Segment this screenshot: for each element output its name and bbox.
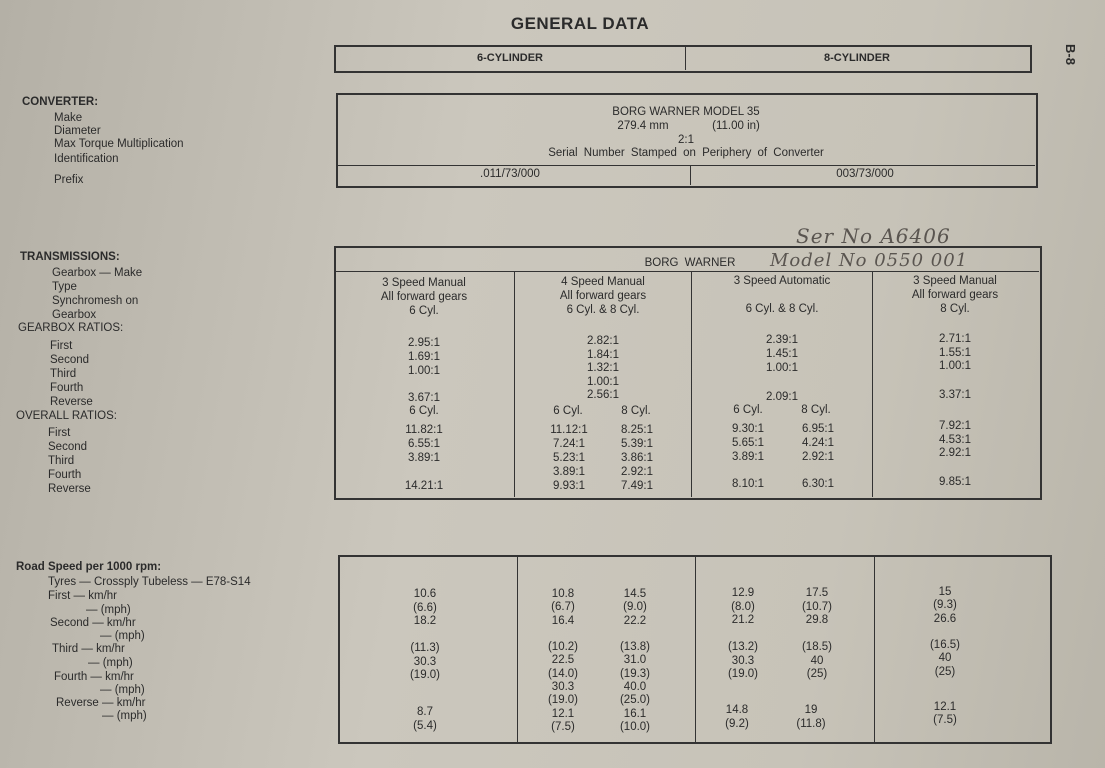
overall-label-third: Third [48,455,75,467]
overall-label-first: First [48,427,71,439]
road-col-divider-2 [695,556,696,742]
transmissions-heading: TRANSMISSIONS: [20,251,120,263]
trans-col2-overall-8cyl: 8.25:1 5.39:1 3.86:1 2.92:1 7.49:1 [621,424,653,492]
road-speed-second-kmh: Second — km/hr [50,617,136,629]
trans-col3-gearbox: 6 Cyl. & 8 Cyl. [745,303,819,315]
road-speed-heading: Road Speed per 1000 rpm: [16,561,162,573]
road-speed-reverse-kmh: Reverse — km/hr [56,697,146,709]
trans-col3-overall-8cyl: 6.95:1 4.24:1 2.92:1 [802,423,834,463]
ratio-label-fourth: Fourth [50,382,84,394]
overall-label-fourth: Fourth [48,469,82,481]
road-col3-8cyl-reverse: 19 (11.8) [796,704,826,730]
trans-col4-overall: 7.92:1 4.53:1 2.92:1 [939,420,971,459]
converter-divider [337,165,1035,166]
converter-label-identification: Identification [54,153,119,165]
overall-ratios-heading: OVERALL RATIOS: [16,410,117,422]
trans-col-divider-2 [691,272,692,497]
road-col2-8cyl: 14.5 (9.0) 22.2 (13.8) 31.0 (19.3) 40.0 (25.0) 16.1 (10.0) [619,588,651,733]
prefix-divider [690,166,691,185]
page-title: GENERAL DATA [510,14,650,33]
trans-col3-ratios: 2.39:1 1.45:1 1.00:1 [766,334,798,374]
converter-diameter-in: (11.00 in) [712,120,760,132]
trans-col1-gearbox: 6 Cyl. [409,305,439,317]
trans-col2-overall-6cyl: 11.12:1 7.24:1 5.23:1 3.89:1 9.93:1 [550,424,588,492]
trans-col2-cyl8: 8 Cyl. [621,405,651,417]
trans-col1-synchro: All forward gears [380,291,468,303]
trans-col4-synchro: All forward gears [911,289,999,301]
trans-col1-ratios: 2.95:1 1.69:1 1.00:1 [408,337,440,377]
trans-make: BORG WARNER [644,257,736,269]
road-col2-6cyl: 10.8 (6.7) 16.4 (10.2) 22.5 (14.0) 30.3 (19.0) 12.1 (7.5) [547,588,579,733]
trans-label-synchro: Synchromesh on [52,295,139,307]
road-speed-fourth-kmh: Fourth — km/hr [54,671,134,683]
road-col1-reverse: 8.7 (5.4) [413,706,437,732]
trans-col4-gearbox: 8 Cyl. [940,303,970,315]
page-number: B-8 [1063,44,1078,65]
converter-label-torque: Max Torque Multiplication [54,138,184,150]
gearbox-ratios-heading: GEARBOX RATIOS: [18,322,124,334]
road-col-divider-1 [517,556,518,742]
trans-col2-synchro: All forward gears [559,290,647,302]
converter-label-diameter: Diameter [54,125,101,137]
converter-label-make: Make [54,112,83,124]
trans-col4-type: 3 Speed Manual [913,275,997,287]
converter-prefix-8cyl: 003/73/000 [836,168,894,180]
ratio-label-reverse: Reverse [50,396,93,408]
trans-col-divider-1 [514,272,515,497]
converter-make: BORG WARNER MODEL 35 [612,106,760,118]
road-speed-tyres: Tyres — Crossply Tubeless — E78-S14 [48,576,251,588]
converter-label-prefix: Prefix [54,174,84,186]
ratio-label-first: First [50,340,73,352]
trans-col3-cyl6: 6 Cyl. [733,404,763,416]
trans-col3-reverse-8cyl: 6.30:1 [802,478,834,490]
road-speed-first-kmh: First — km/hr [48,590,117,602]
trans-col2-type: 4 Speed Manual [561,276,645,288]
ratio-label-third: Third [50,368,77,380]
converter-torque: 2:1 [678,134,694,146]
road-col4-values: 15 (9.3) 26.6 (16.5) 40 (25) [929,586,961,678]
ratio-label-second: Second [50,354,90,366]
handwritten-serial: Ser No A6406 [796,224,951,248]
overall-label-second: Second [48,441,88,453]
trans-col4-ratios: 2.71:1 1.55:1 1.00:1 [939,333,971,372]
trans-col-divider-3 [872,272,873,497]
trans-col1-overall: 11.82:1 6.55:1 3.89:1 [405,424,443,464]
col-header-6cyl: 6-CYLINDER [476,52,543,64]
trans-col1-reverse: 3.67:1 [408,392,440,404]
trans-col1-cyl: 6 Cyl. [409,405,439,417]
handwritten-model: Model No 0550 001 [770,250,969,271]
trans-col3-reverse-6cyl: 8.10:1 [732,478,764,490]
road-col3-6cyl-reverse: 14.8 (9.2) [725,704,749,730]
trans-col1-overall-reverse: 14.21:1 [404,480,444,492]
converter-prefix-6cyl: .011/73/000 [480,168,540,180]
trans-col2-ratios: 2.82:1 1.84:1 1.32:1 1.00:1 2.56:1 [587,335,619,401]
trans-col2-cyl6: 6 Cyl. [553,405,583,417]
trans-label-gearbox: Gearbox [52,309,97,321]
road-col1-values: 10.6 (6.6) 18.2 (11.3) 30.3 (19.0) [409,588,441,681]
trans-col4-overall-reverse: 9.85:1 [939,476,971,488]
trans-col1-type: 3 Speed Manual [382,277,466,289]
road-speed-fourth-mph: — (mph) [100,684,145,696]
road-col-divider-3 [874,556,875,742]
trans-col2-gearbox: 6 Cyl. & 8 Cyl. [566,304,640,316]
converter-heading: CONVERTER: [22,96,99,108]
road-col3-8cyl: 17.5 (10.7) 29.8 (18.5) 40 (25) [801,587,833,680]
trans-label-make: Gearbox — Make [52,267,143,279]
road-speed-third-kmh: Third — km/hr [52,643,125,655]
overall-label-reverse: Reverse [48,483,91,495]
road-speed-first-mph: — (mph) [86,604,131,616]
trans-col3-cyl8: 8 Cyl. [801,404,831,416]
converter-diameter-mm: 279.4 mm [617,120,669,132]
trans-col4-reverse: 3.37:1 [939,389,971,401]
road-speed-reverse-mph: — (mph) [102,710,147,722]
column-divider [685,46,686,70]
trans-col3-reverse: 2.09:1 [766,391,798,403]
road-col4-reverse: 12.1 (7.5) [933,701,957,727]
trans-col3-type: 3 Speed Automatic [733,275,831,287]
trans-make-divider [335,271,1039,272]
trans-col3-overall-6cyl: 9.30:1 5.65:1 3.89:1 [732,423,764,463]
trans-label-type: Type [52,281,77,293]
road-speed-second-mph: — (mph) [100,630,145,642]
converter-identification: Serial Number Stamped on Periphery of Converter [548,147,824,159]
road-col3-6cyl: 12.9 (8.0) 21.2 (13.2) 30.3 (19.0) [727,587,759,680]
col-header-8cyl: 8-CYLINDER [823,52,890,64]
road-speed-third-mph: — (mph) [88,657,133,669]
